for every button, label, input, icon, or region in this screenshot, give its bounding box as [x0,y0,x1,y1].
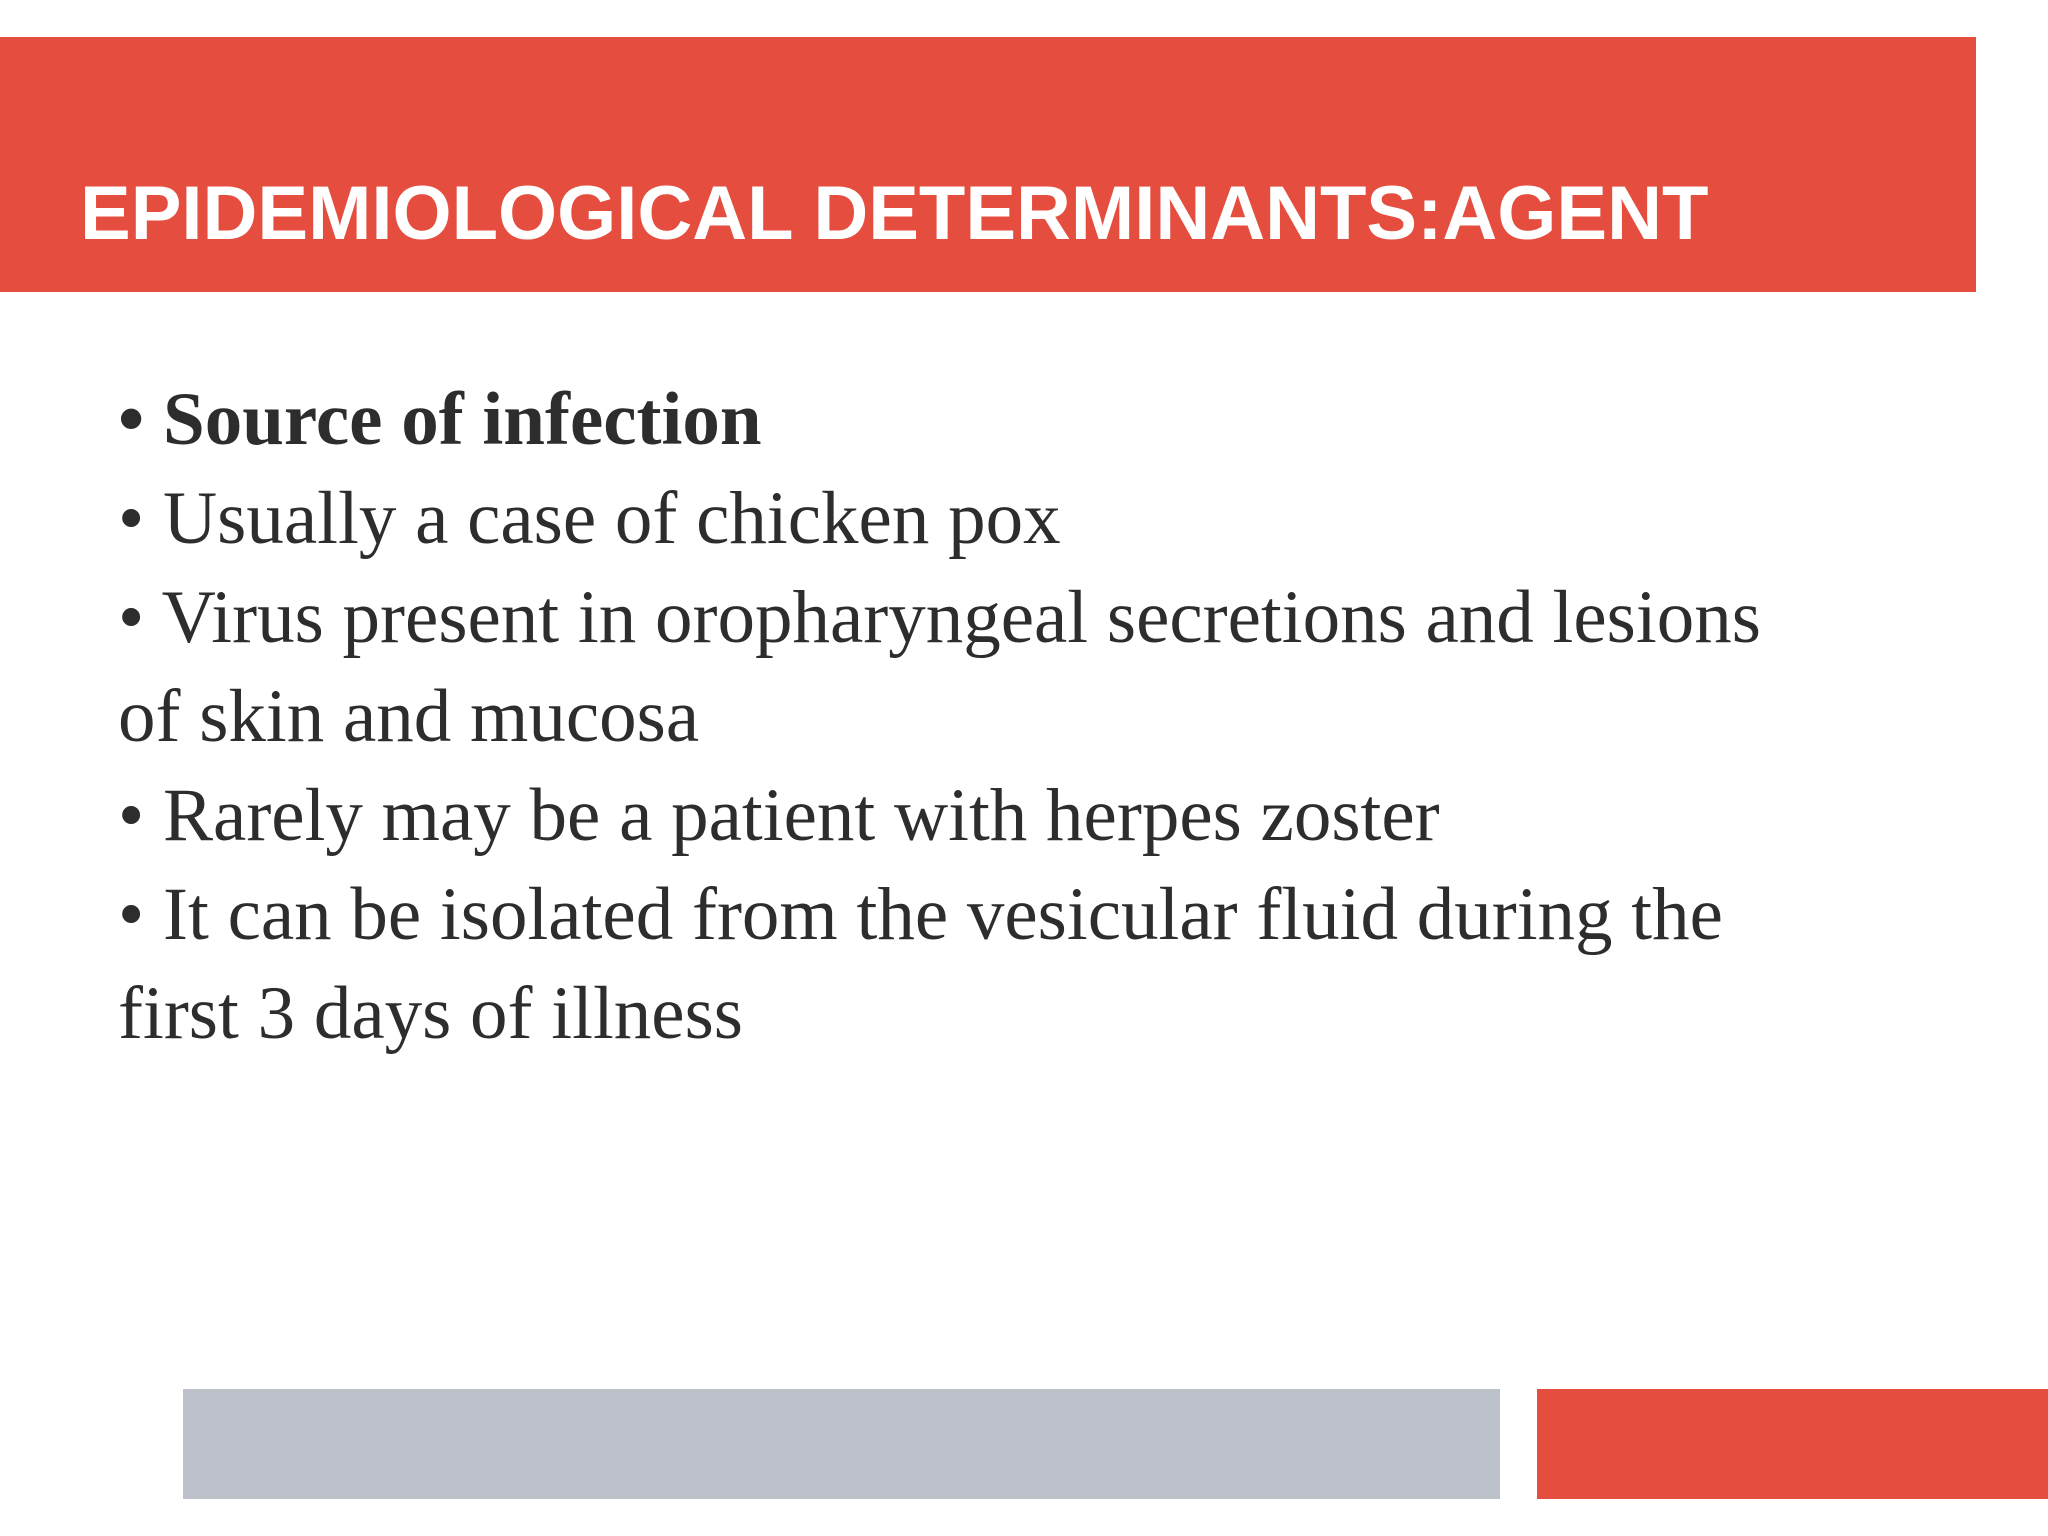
bullet-herpes-zoster: • Rarely may be a patient with herpes zoster [118,774,1440,857]
bullet-chicken-pox: • Usually a case of chicken pox [118,477,1061,560]
footer-red-bar [1537,1389,2048,1499]
bullet-virus-present-continued: of skin and mucosa [118,675,700,758]
bullet-isolated-vesicular-fluid-continued: first 3 days of illness [118,972,743,1055]
footer-gray-bar [183,1389,1500,1499]
bullet-isolated-vesicular-fluid: • It can be isolated from the vesicular fluid during the [118,873,1723,956]
slide-title: EPIDEMIOLOGICAL DETERMINANTS:AGENT [80,171,1709,256]
bullet-source-of-infection: • Source of infection [118,378,762,461]
slide-body [118,370,1998,1063]
bullet-virus-present: • Virus present in oropharyngeal secretions and lesions [118,576,1761,659]
